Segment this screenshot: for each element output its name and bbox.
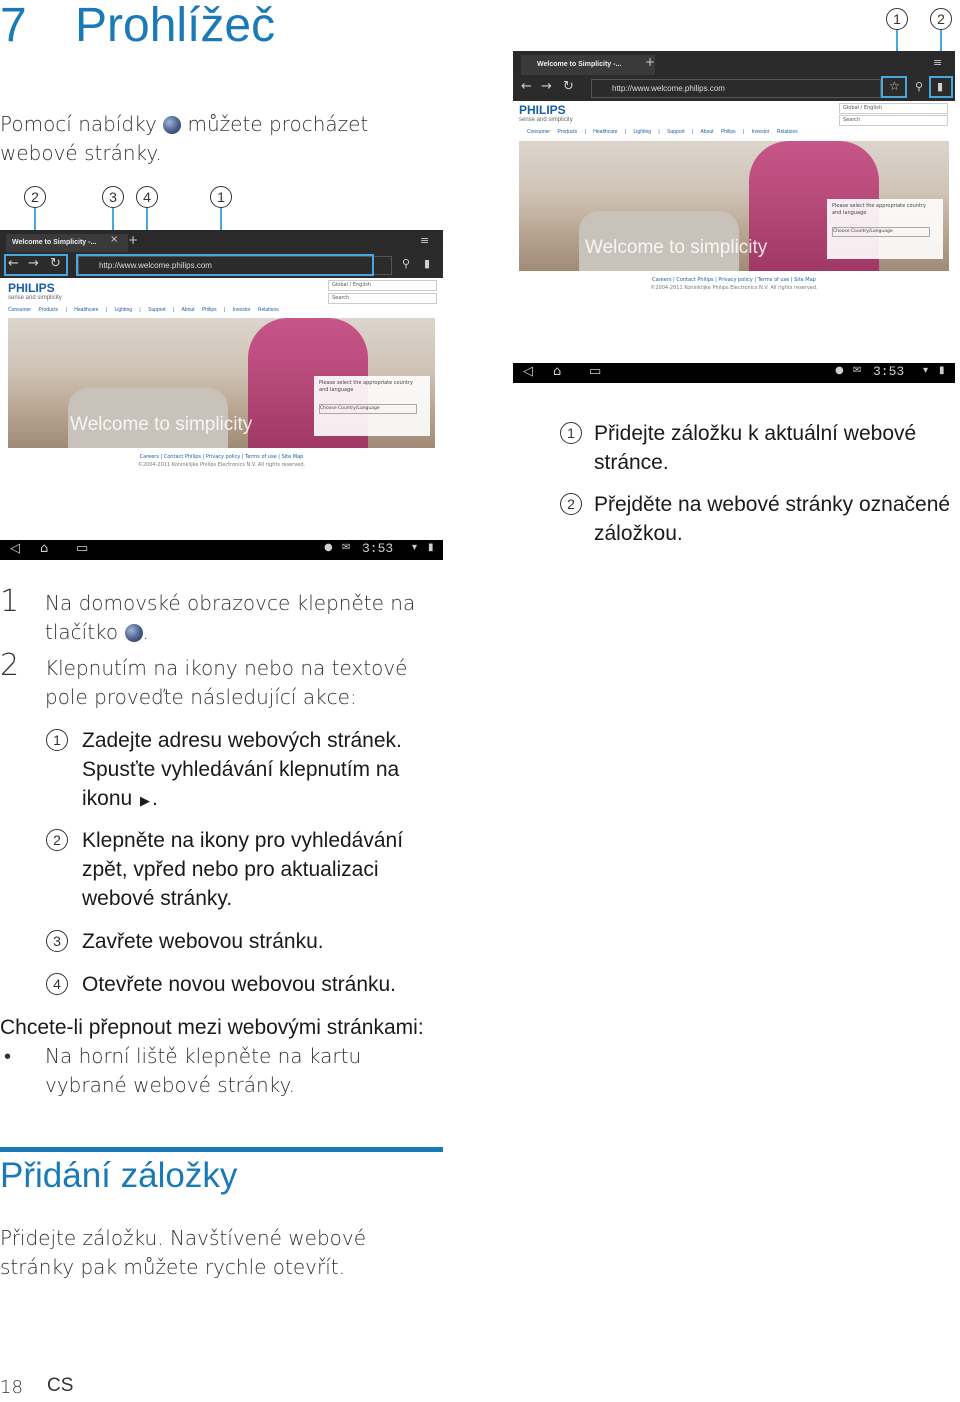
bullet-text: Na horní liště klepněte na kartu vybrané webové stránky.: [45, 1044, 362, 1097]
philips-logo: PHILIPS: [519, 103, 566, 117]
mail-icon: ✉: [342, 542, 351, 553]
intro-text-end: můžete procházet webové stránky.: [0, 112, 369, 165]
country-panel: [827, 199, 943, 259]
clock: 3:53: [873, 364, 905, 379]
nav-link[interactable]: Healthcare: [74, 307, 99, 313]
note-1-number: 1: [560, 422, 582, 444]
back-nav-icon[interactable]: ◁: [523, 364, 533, 379]
substep-4-text: Otevřete novou webovou stránku.: [82, 973, 397, 996]
go-arrow-icon: ▶: [140, 793, 151, 808]
callout-4-new-tab: 4: [136, 186, 158, 208]
step-2-text: Klepnutím na ikony nebo na textové pole proveďte následující akce:: [45, 656, 408, 709]
wifi-icon: ▾: [412, 542, 418, 553]
site-footer-links[interactable]: Careers | Contact Philips | Privacy policy | Terms of use | Site Map: [652, 277, 816, 283]
substep-1-suffix: .: [152, 787, 158, 810]
browser-globe-icon: [125, 624, 143, 642]
page-number: 18: [0, 1377, 23, 1398]
highlight-nav-buttons: [4, 254, 68, 276]
step-1-number: 1: [0, 584, 20, 619]
callout-2-open-bookmarks: 2: [930, 8, 952, 30]
substep-3-text: Zavřete webovou stránku.: [82, 930, 324, 953]
callout-1-add-bookmark: 1: [886, 8, 908, 30]
site-copyright: ©2004-2011 Koninklijke Philips Electronics N.V. All rights reserved.: [137, 462, 306, 468]
substep-4-number: 4: [46, 973, 68, 995]
search-icon[interactable]: ⚲: [402, 257, 411, 270]
panel-country-select[interactable]: Choose Country/Language: [319, 404, 417, 414]
substep-2-number: 2: [46, 829, 68, 851]
country-select[interactable]: Global / English: [839, 103, 948, 114]
chapter-title: Prohlížeč: [75, 0, 276, 52]
recent-apps-icon[interactable]: ▭: [589, 364, 602, 379]
panel-prompt: Please select the appropriate country and language: [319, 380, 413, 393]
nav-link[interactable]: Healthcare: [593, 129, 618, 135]
nav-link[interactable]: Consumer Products: [8, 307, 59, 313]
nav-link[interactable]: Investor Relations: [751, 129, 798, 135]
search-icon[interactable]: ⚲: [915, 80, 924, 93]
recent-apps-icon[interactable]: ▭: [76, 541, 89, 556]
new-tab-icon[interactable]: +: [645, 55, 656, 69]
url-input[interactable]: http://www.welcome.philips.com: [78, 256, 392, 275]
section-rule: [0, 1147, 443, 1152]
step-1-text-end: .: [142, 620, 149, 644]
callout-3-close-tab: 3: [102, 186, 124, 208]
bullet-dot: •: [4, 1044, 12, 1068]
battery-icon: ▮: [428, 542, 434, 553]
browser-screenshot-left: [0, 230, 443, 560]
hero-heading: Welcome to simplicity: [585, 237, 768, 258]
bookmark-icon[interactable]: ▮: [424, 257, 431, 270]
nav-link[interactable]: About Philips: [181, 307, 217, 313]
site-footer-links[interactable]: Careers | Contact Philips | Privacy policy | Terms of use | Site Map: [139, 454, 304, 460]
home-nav-icon[interactable]: ⌂: [553, 364, 562, 379]
substep-1-number: 1: [46, 729, 68, 751]
web-page: [0, 278, 443, 540]
callout-1-address-bar: 1: [210, 186, 232, 208]
tab-title: Welcome to Simplicity -...: [12, 239, 97, 246]
note-2-number: 2: [560, 493, 582, 515]
nav-link[interactable]: Consumer Products: [527, 129, 578, 135]
url-input[interactable]: http://www.welcome.philips.com: [591, 79, 881, 98]
country-panel: [314, 376, 430, 436]
refresh-icon[interactable]: ↻: [50, 256, 61, 271]
site-search-input[interactable]: Search: [328, 293, 437, 304]
wifi-icon: ▾: [923, 365, 929, 376]
nav-link[interactable]: Lighting: [633, 129, 652, 135]
highlight-address-bar: [76, 254, 374, 276]
browser-screenshot-right: [513, 51, 955, 383]
step-1-text: [45, 589, 440, 647]
highlight-star: [881, 76, 907, 98]
forward-icon[interactable]: →: [28, 256, 39, 271]
system-bar: [0, 540, 443, 560]
browser-globe-icon: [163, 116, 181, 134]
menu-icon[interactable]: ≡: [933, 56, 943, 69]
nav-link[interactable]: Support: [667, 129, 685, 135]
panel-prompt: Please select the appropriate country and language: [832, 203, 926, 216]
intro-text-start: Pomocí nabídky: [0, 112, 157, 136]
substep-1-text-main: Zadejte adresu webových stránek. Spusťte vyhledávání klepnutím na ikonu: [82, 729, 402, 810]
substep-1-text: [82, 726, 422, 815]
notification-icon: ●: [835, 365, 844, 376]
step-1-text-start: Na domovské obrazovce klepněte na tlačítko: [45, 591, 416, 644]
back-nav-icon[interactable]: ◁: [10, 541, 20, 556]
callout-2-back-forward-refresh: 2: [24, 186, 46, 208]
site-nav: Consumer Products | Healthcare | Lighting | Support | About Philips | Investor Relations: [527, 129, 798, 135]
substep-3-number: 3: [46, 930, 68, 952]
notification-icon: ●: [324, 542, 333, 553]
nav-link[interactable]: Support: [148, 307, 166, 313]
panel-country-select[interactable]: Choose Country/Language: [832, 227, 930, 237]
clock: 3:53: [362, 541, 394, 556]
philips-tagline: sense and simplicity: [8, 295, 62, 301]
back-icon[interactable]: ←: [8, 256, 19, 271]
refresh-icon[interactable]: ↻: [563, 79, 574, 94]
site-search-input[interactable]: Search: [839, 115, 948, 126]
system-bar: [513, 363, 955, 383]
hero-heading: Welcome to simplicity: [70, 414, 253, 435]
switch-heading: Chcete-li přepnout mezi webovými stránkami:: [0, 1016, 424, 1039]
battery-icon: ▮: [939, 365, 945, 376]
site-copyright: ©2004-2011 Koninklijke Philips Electronics N.V. All rights reserved.: [650, 285, 818, 291]
hero-photo: [8, 318, 435, 448]
web-page: [513, 101, 955, 363]
site-nav: Consumer Products | Healthcare | Lighting | Support | About Philips | Investor Relations: [8, 307, 279, 313]
step-2-number: 2: [0, 648, 20, 683]
language-code: CS: [47, 1375, 74, 1396]
bookmarks-icon[interactable]: ▮: [937, 80, 944, 93]
tab-bar: [0, 230, 443, 252]
note-2-text: Přejděte na webové stránky označené záložkou.: [594, 493, 951, 545]
browser-tab[interactable]: [521, 55, 655, 75]
nav-link[interactable]: Investor Relations: [232, 307, 279, 313]
chapter-number: 7: [0, 0, 27, 52]
highlight-bookmarks: [929, 76, 953, 98]
country-select[interactable]: Global / English: [328, 280, 437, 291]
philips-logo: PHILIPS: [8, 281, 55, 295]
substep-2-text: Klepněte na ikony pro vyhledávání zpět, vpřed nebo pro aktualizaci webové stránky.: [82, 829, 404, 910]
hero-photo: [519, 141, 949, 271]
tab-title: Welcome to Simplicity -...: [537, 61, 622, 68]
back-icon[interactable]: ←: [521, 79, 532, 94]
close-tab-icon[interactable]: ×: [110, 234, 119, 245]
mail-icon: ✉: [853, 365, 862, 376]
home-nav-icon[interactable]: ⌂: [40, 541, 49, 556]
menu-icon[interactable]: ≡: [420, 234, 430, 247]
new-tab-icon[interactable]: +: [128, 233, 139, 247]
nav-link[interactable]: Lighting: [114, 307, 133, 313]
add-bookmark-star-icon[interactable]: ☆: [889, 79, 900, 93]
section-title: Přidání záložky: [0, 1156, 238, 1195]
forward-icon[interactable]: →: [541, 79, 552, 94]
section-text: Přidejte záložku. Navštívené webové stránky pak můžete rychle otevřít.: [0, 1226, 367, 1279]
tab-bar: [513, 51, 955, 75]
intro-paragraph: [0, 110, 440, 168]
note-1-text: Přidejte záložku k aktuální webové stránce.: [594, 422, 917, 474]
philips-tagline: sense and simplicity: [519, 117, 573, 123]
nav-link[interactable]: About Philips: [700, 129, 736, 135]
